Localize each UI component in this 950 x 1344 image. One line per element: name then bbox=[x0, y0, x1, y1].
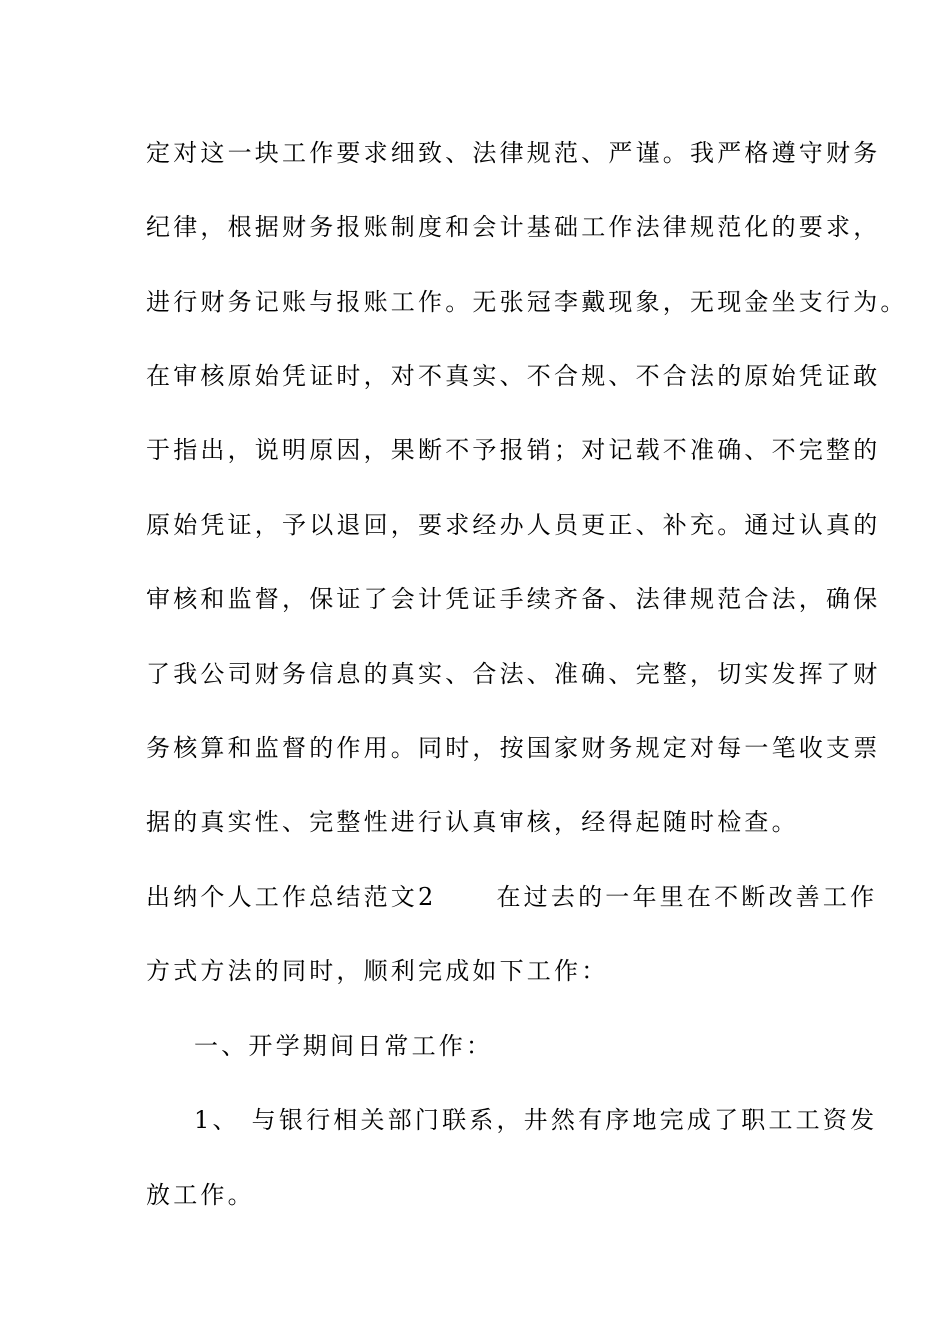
section-header-line bbox=[146, 882, 878, 912]
section-intro-end: 方式方法的同时，顺利完成如下工作： bbox=[146, 957, 609, 985]
body-line-3: 进行财务记账与报账工作。无张冠李戴现象，无现金坐支行为。 bbox=[146, 288, 908, 316]
body-line-6: 原始凭证，予以退回，要求经办人员更正、补充。通过认真的 bbox=[146, 511, 881, 539]
heading-1: 一、开学期间日常工作： bbox=[194, 1032, 494, 1060]
body-line-10: 据的真实性、完整性进行认真审核，经得起随时检查。 bbox=[146, 808, 799, 836]
body-line-5: 于指出，说明原因，果断不予报销；对记载不准确、不完整的 bbox=[146, 436, 881, 464]
item-1-number: 1、 bbox=[194, 1106, 240, 1134]
item-1-text-start: 与银行相关部门联系，井然有序地完成了职工工资发 bbox=[251, 1106, 878, 1134]
section-intro-start: 在过去的一年里在不断改善工作 bbox=[496, 883, 878, 911]
body-line-9: 务核算和监督的作用。同时，按国家财务规定对每一笔收支票 bbox=[146, 734, 881, 762]
body-line-7: 审核和监督，保证了会计凭证手续齐备、法律规范合法，确保 bbox=[146, 585, 881, 613]
item-1-line bbox=[194, 1105, 878, 1135]
body-line-8: 了我公司财务信息的真实、合法、准确、完整，切实发挥了财 bbox=[146, 660, 881, 688]
body-line-1: 定对这一块工作要求细致、法律规范、严谨。我严格遵守财务 bbox=[146, 139, 881, 167]
section-title: 出纳个人工作总结范文2 bbox=[146, 883, 437, 911]
body-line-2: 纪律，根据财务报账制度和会计基础工作法律规范化的要求， bbox=[146, 213, 881, 241]
body-line-4: 在审核原始凭证时，对不真实、不合规、不合法的原始凭证敢 bbox=[146, 362, 881, 390]
item-1-text-end: 放工作。 bbox=[146, 1181, 255, 1209]
